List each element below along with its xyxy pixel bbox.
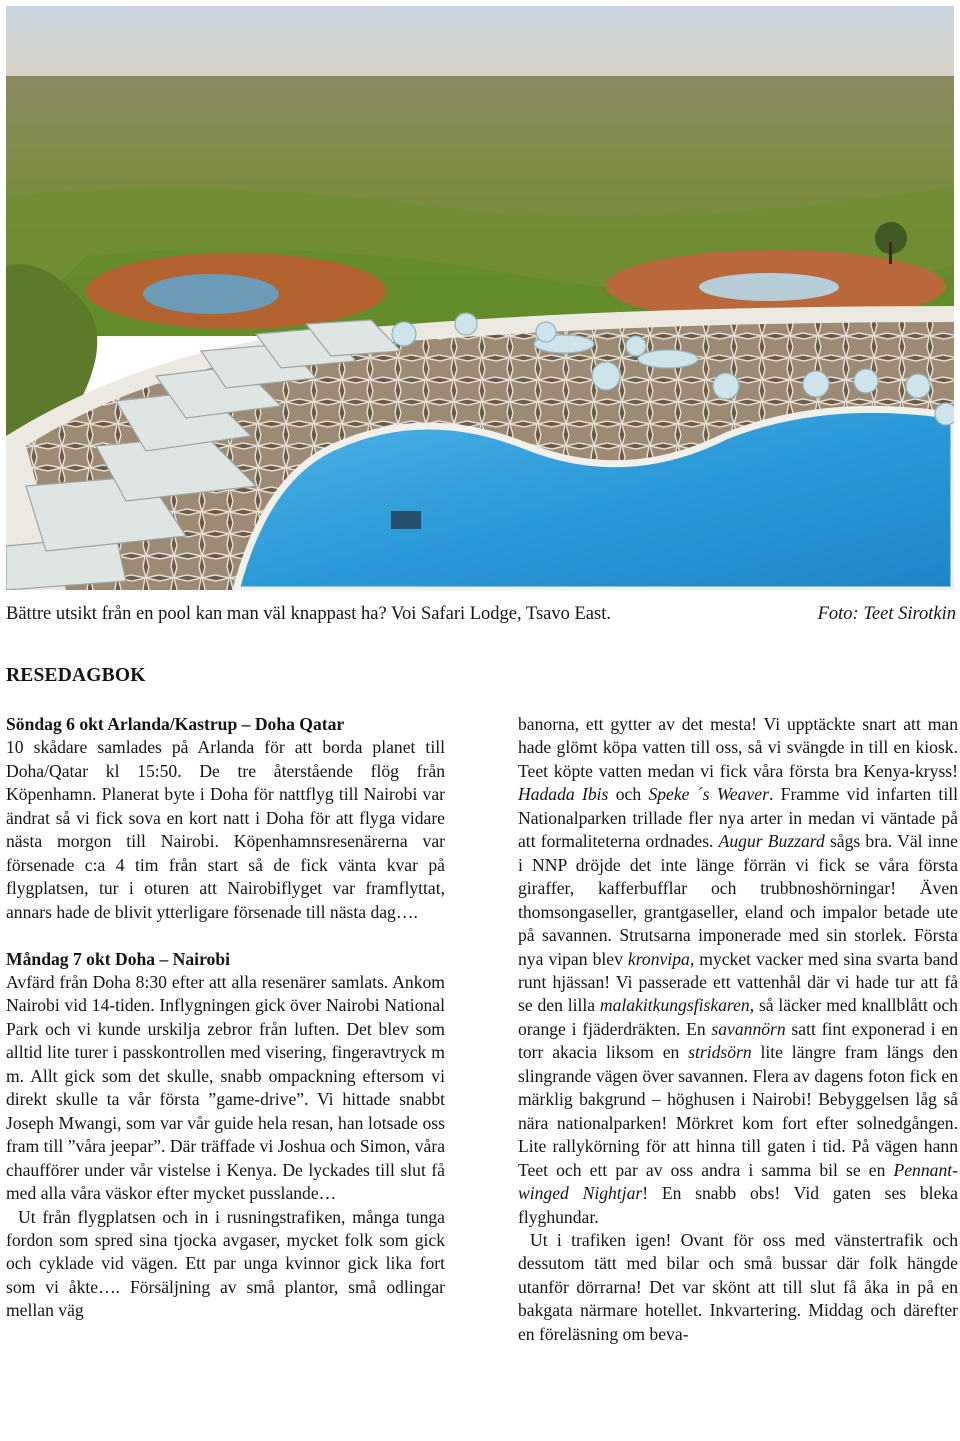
day-paragraph: Ut i trafiken igen! Ovant för oss med vänstertrafik och dessutom tätt med bilar och små bussar där folk hängde utanför dörrarna! Det var skönt att till slut få åka in på en bakgata närmare hotellet. Inkvartering. Middag och därefter en föreläsning om beva- — [518, 1229, 958, 1344]
species-name: stridsörn — [688, 1042, 752, 1063]
continued-paragraph: banorna, ett gytter av det mesta! Vi upptäckte snart att man hade glömt köpa vatten till oss, så vi svängde in till en kiosk. Teet köpte vatten medan vi fick våra första bra Kenya-kryss! Hadada Ibis och Speke ´s Weaver. Framme vid infarten till Nationalparken trillade fler nya arter in medan vi väntade på att formaliteterna ordnades. Augur Buzzard sågs bra. Väl inne i NNP dröjde det inte länge förrän vi fick se våra första giraffer, kafferbufflar och trubbnoshörningar! Även thomsongaseller, grantgaseller, eland och impalor betade ute på savannen. Strutsarna imponerade med sin storlek. Första nya vipan blev kronvipa, mycket vacker med sina svarta band runt hjässan! Vi passerade ett vattenhål där vi hade tur att få se den lilla malakitkungsfiskaren, så läcker med knallblått och orange i fjäderdräkten. En savannörn satt fint exponerad i en torr akacia liksom en stridsörn lite längre fram längs den slingrande vägen över savannen. Flera av dagens foton fick en märklig bakgrund – höghusen i Nairobi! Bebyggelsen låg så nära nationalparken! Mörkret kom fort efter solnedgången. Lite rallykörning för att hinna till gaten i tid. På vägen hann Teet och ett par av oss andra i samma bil se en Pennant-winged Nightjar! En snabb obs! Vid gaten ses bleka flyghundar. — [518, 714, 958, 1227]
day-paragraph: Avfärd från Doha 8:30 efter att alla resenärer samlats. Ankom Nairobi vid 14-tiden. Inflygningen gick över Nairobi National Park och vi kunde urskilja zebror från luften. Det blev som alltid lite turer i passkontrollen med visering, fingeravtryck m m. Allt gick som det skulle, snabb ompackning eftersom vi direkt skulle ta vår första ”game-drive”. Vi hittade snabbt Joseph Mwangi, som var vår guide hela resan, han lotsade oss fram till ”våra jeepar”. Där träffade vi Joshua och Simon, våra chaufförer under vår vistelse i Kenya. De lyckades till slut få med alla våra väskor efter mycket pusslande… — [6, 971, 445, 1204]
species-name: savannörn — [711, 1018, 786, 1039]
photo-caption — [6, 602, 956, 626]
species-name: malakitkungsfiskaren — [599, 995, 750, 1016]
photo-credit: Foto: Teet Sirotkin — [817, 604, 956, 624]
day-paragraph: 10 skådare samlades på Arlanda för att borda planet till Doha/Qatar kl 15:50. De tre återstående flög från Köpenhamn. Planerat byte i Doha för nattflyg till Nairobi var ändrat så vi fick sova en kort natt i Doha för att flyga vidare nästa morgon till Nairobi. Köpenhamnsresenärerna var försenade c:a 4 tim från start så de fick vänta kvar på flygplatsen, tur i oturen att Nairobiflyget var framflyttat, annars hade de blivit ytterligare försenade till nästa dag…. — [6, 737, 445, 922]
right-column — [518, 713, 958, 1346]
day-heading: Måndag 7 okt Doha – Nairobi — [6, 948, 231, 969]
species-name: Augur Buzzard — [718, 831, 825, 852]
safari-lodge-pool-photo — [6, 6, 954, 590]
day-heading: Söndag 6 okt Arlanda/Kastrup – Doha Qatar — [6, 714, 345, 734]
species-name: Hadada Ibis — [518, 784, 609, 805]
caption-text: Bättre utsikt från en pool kan man väl knappast ha? Voi Safari Lodge, Tsavo East. — [6, 604, 611, 624]
day-paragraph: Ut från flygplatsen och in i rusningstrafiken, många tunga fordon som spred sina tjocka avgaser, mycket folk som gick och cyklade vid vägen. Ett par unga kvinnor gick lika fort som vi åkte…. Försäljning av små plantor, små odlingar mellan väg — [6, 1206, 445, 1321]
species-name: kronvipa — [627, 948, 690, 969]
section-title: RESEDAGBOK — [6, 665, 146, 686]
species-name: Speke ´s Weaver — [648, 784, 769, 805]
species-name: Pennant-winged Nightjar — [518, 1159, 958, 1204]
left-column — [6, 713, 445, 1323]
